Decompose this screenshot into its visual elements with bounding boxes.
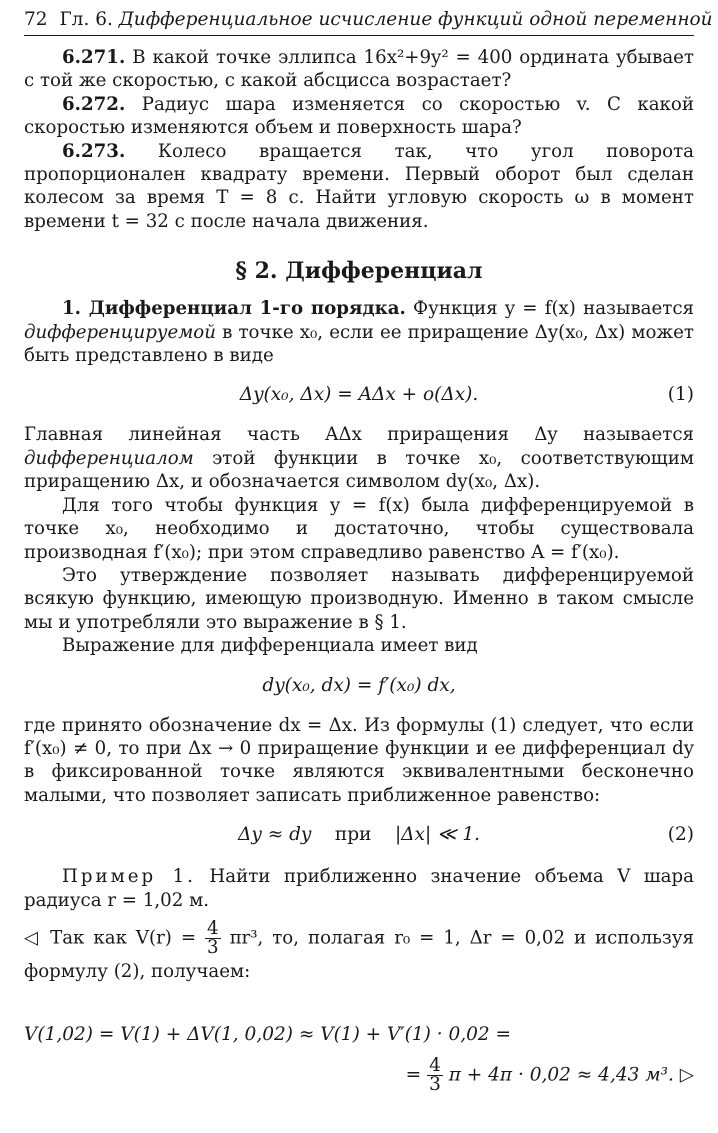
formula-differential [24, 674, 694, 698]
example-label: Пример 1. [62, 866, 196, 888]
formula-right: |Δx| ≪ 1. [394, 824, 480, 846]
fraction [427, 1054, 443, 1095]
solution-paragraph [24, 917, 694, 987]
formula-1 [24, 383, 694, 407]
problem-6-273 [24, 140, 694, 234]
example-paragraph [24, 865, 694, 912]
problems-block [24, 46, 694, 233]
chapter-label: Гл. 6. [59, 9, 113, 30]
condition-paragraph: Для того чтобы функция y = f(x) была дифференцируемой в точке x₀, необходимо и достаточно, чтобы существовала производная f′(x₀); при этом справедливо равенство A = f′(x₀). [24, 494, 694, 563]
calculation [24, 1023, 694, 1094]
text-run: в точке x₀, если ее приращение Δy(x₀, Δx) может быть представлено в виде [24, 321, 694, 367]
definition-paragraph [24, 297, 694, 367]
text-run: πr³, то, полагая r₀ = 1, Δr = 0,02 и используя формулу (2), получаем: [24, 927, 694, 982]
differential-paragraph [24, 423, 694, 493]
problem-6-272 [24, 93, 694, 140]
problem-text: Колесо вращается так, что угол поворота пропорционален квадрату времени. Первый оборот был сделан колесом за время T = 8 с. Найти угловую скорость ω в момент времени t = 32 с после начала движения. [24, 140, 694, 232]
approximation-paragraph: где принято обозначение dx = Δx. Из формулы (1) следует, что если f′(x₀) ≠ 0, то при Δx → 0 приращение функции и ее дифференциал dy в фиксированной точке являются эквивалентными бесконечно малыми, что позволяет записать приближенное равенство: [24, 714, 694, 806]
problem-text: Радиус шара изменяется со скоростью v. С какой скоростью изменяются объем и поверхность шара? [24, 93, 694, 139]
term: дифференциалом [24, 447, 194, 469]
formula-body: Δy(x₀, Δx) = AΔx + o(Δx). [239, 384, 479, 406]
example-text: Найти приближенно значение объема V шара радиуса r = 1,02 м. [24, 866, 694, 911]
problem-number: 6.271. [62, 47, 126, 68]
section-title: § 2. Дифференциал [235, 258, 483, 285]
formula-number: (2) [667, 824, 694, 846]
textbook-page [24, 8, 713, 1095]
text-run: Главная линейная часть AΔx приращения Δy называется [24, 424, 694, 446]
formula-word: при [334, 824, 372, 846]
running-head [24, 8, 713, 36]
problem-number: 6.272. [62, 93, 126, 115]
equals-sign: = [405, 1064, 422, 1086]
fraction-numerator: 4 [207, 917, 219, 939]
formula-left: Δy ≈ dy [238, 824, 312, 846]
term: дифференцируемой [24, 321, 216, 343]
formula-body: dy(x₀, dx) = f′(x₀) dx, [262, 674, 456, 696]
expression-paragraph: Выражение для дифференциала имеет вид [62, 635, 478, 657]
page-number: 72 [24, 9, 48, 30]
problem-text: В какой точке эллипса 16x²+9y² = 400 ордината убывает с той же скоростью, с какой абсцисса возрастает? [24, 47, 694, 92]
calculation-line-1: V(1,02) = V(1) + ΔV(1, 0,02) ≈ V(1) + V′(1) · 0,02 = [24, 1023, 512, 1045]
text-run: ◁ Так как V(r) = [24, 927, 197, 949]
text-run: этой функции в точке x₀, соответствующим приращению Δx, и обозначается символом dy(x₀, Δx). [24, 447, 694, 493]
fraction-numerator: 4 [429, 1054, 441, 1076]
problem-number: 6.273. [62, 140, 126, 162]
fraction [205, 917, 221, 958]
text-run: Функция y = f(x) называется [413, 298, 695, 320]
calculation-line-2 [24, 1054, 694, 1095]
statement-paragraph: Это утверждение позволяет называть дифференцируемой всякую функцию, имеющую производную. Именно в таком смысле мы и употребляли это выражение в § 1. [24, 564, 694, 633]
calculation-result: π + 4π · 0,02 ≈ 4,43 м³. ▷ [448, 1064, 694, 1086]
subsection-title: 1. Дифференциал 1-го порядка. [62, 298, 406, 320]
chapter-title: Дифференциальное исчисление функций одной переменной [118, 9, 713, 30]
problem-6-271 [24, 46, 694, 93]
fraction-denominator: 3 [429, 1073, 441, 1095]
formula-2 [24, 823, 694, 847]
formula-number: (1) [667, 384, 694, 406]
fraction-denominator: 3 [207, 936, 219, 958]
